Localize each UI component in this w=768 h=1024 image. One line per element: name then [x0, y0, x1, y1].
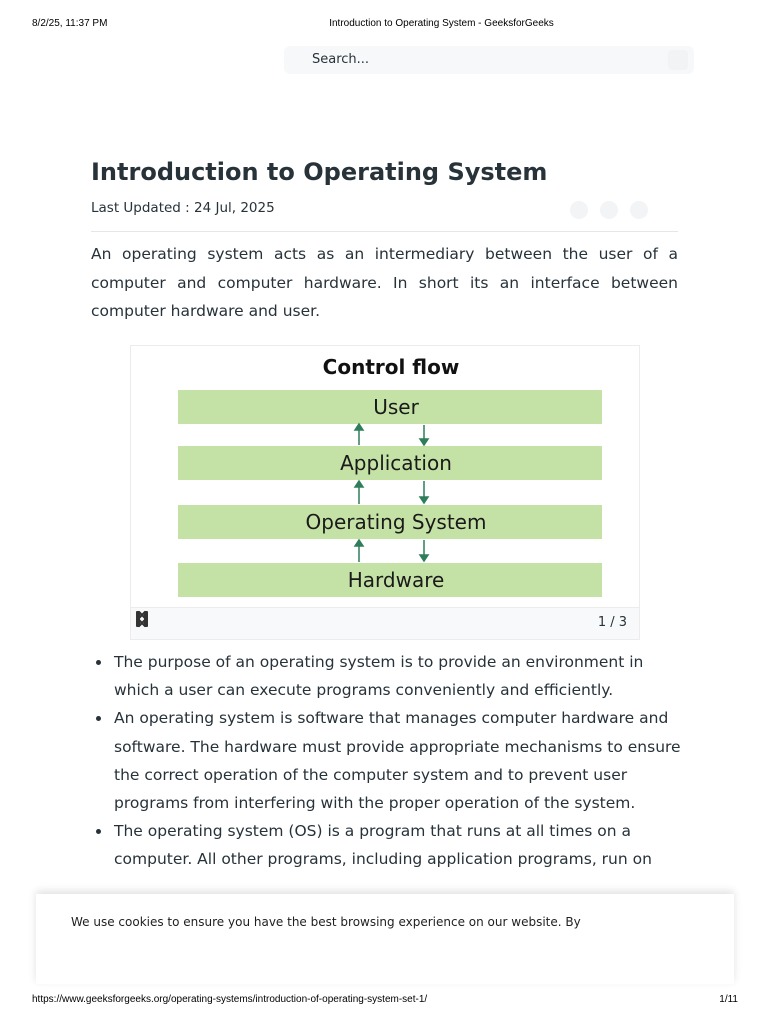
arrow-down-head: [420, 555, 428, 561]
print-header: [0, 18, 768, 34]
layer-label-os: Operating System: [305, 510, 487, 534]
more-icon[interactable]: [630, 201, 648, 219]
arrow-up-head: [355, 424, 363, 430]
slideshow-controls: [131, 607, 639, 639]
intro-paragraph: An operating system acts as an intermediary between the user of a computer and computer hardware. In short its an interface between computer hardware and user.: [91, 245, 678, 320]
divider: [91, 231, 678, 232]
share-icon[interactable]: [570, 201, 588, 219]
last-updated: Last Updated : 24 Jul, 2025: [91, 200, 275, 216]
print-page-number: 1/11: [719, 994, 738, 1005]
arrow-up-head: [355, 540, 363, 546]
print-footer: [0, 994, 768, 1010]
cookie-banner: [36, 894, 734, 984]
control-flow-diagram: [131, 346, 641, 608]
share-icons: [570, 201, 650, 221]
search-input[interactable]: Search...: [312, 52, 370, 67]
layer-label-application: Application: [340, 451, 452, 475]
arrow-down-head: [420, 439, 428, 445]
chevron-right-icon[interactable]: [131, 608, 153, 630]
print-datetime: 8/2/25, 11:37 PM: [32, 18, 108, 29]
slide-counter: 1 / 3: [597, 615, 627, 630]
page-title: Introduction to Operating System: [91, 158, 548, 186]
bullet-list: [91, 648, 691, 874]
search-icon[interactable]: [668, 50, 688, 70]
bookmark-icon[interactable]: [600, 201, 618, 219]
print-page-title: Introduction to Operating System - GeeksforGeeks: [329, 18, 554, 29]
cookie-text: We use cookies to ensure you have the best browsing experience on our website. By: [71, 915, 581, 929]
list-item: The operating system (OS) is a program that runs at all times on a computer. All other programs, including application programs, run on: [91, 817, 691, 873]
list-item: An operating system is software that manages computer hardware and software. The hardware must provide appropriate mechanisms to ensure the correct operation of the computer system and to prevent user programs from interfering with the proper operation of the system.: [91, 704, 691, 817]
layer-label-user: User: [373, 395, 419, 419]
control-flow-figure: [130, 345, 640, 640]
print-url: https://www.geeksforgeeks.org/operating-systems/introduction-of-operating-system-set-1/: [32, 994, 428, 1005]
arrow-up-head: [355, 481, 363, 487]
arrow-down-head: [420, 497, 428, 503]
diagram-title: Control flow: [322, 355, 460, 379]
layer-label-hardware: Hardware: [347, 568, 445, 592]
search-bar[interactable]: [284, 46, 694, 74]
list-item: The purpose of an operating system is to provide an environment in which a user can execute programs conveniently and efficiently.: [91, 648, 691, 704]
